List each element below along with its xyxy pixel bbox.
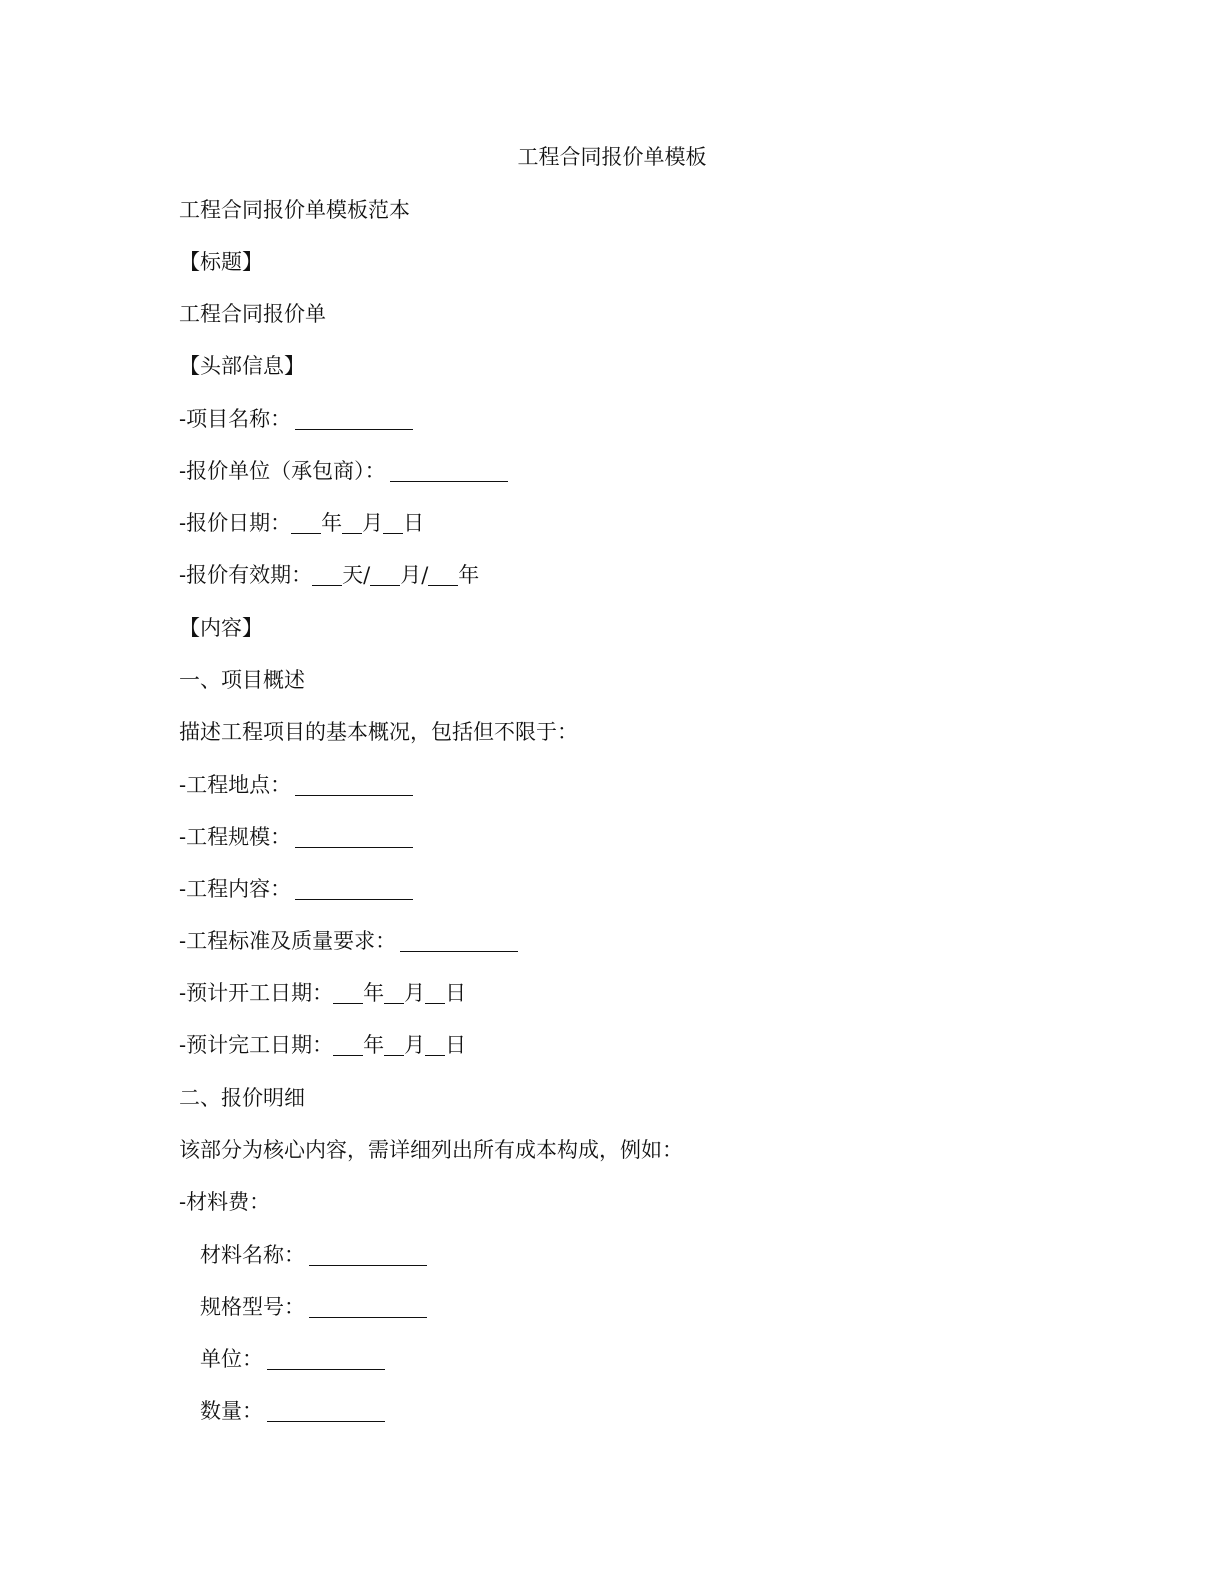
end-date-field <box>179 1029 466 1060</box>
start-date-field <box>179 977 466 1008</box>
document-subtitle: 工程合同报价单模板范本 <box>179 198 410 222</box>
section-title-label: 【标题】 <box>179 250 263 274</box>
quote-unit-blank <box>390 459 508 482</box>
project-name-blank <box>295 407 413 430</box>
material-name-field <box>200 1239 427 1270</box>
quote-date-day-unit: 日 <box>403 511 425 535</box>
start-date-day-blank <box>425 981 445 1004</box>
end-date-month-blank <box>384 1033 404 1056</box>
section1-intro: 描述工程项目的基本概况，包括但不限于： <box>179 720 578 744</box>
quantity-label: 数量： <box>200 1399 263 1423</box>
validity-months-blank <box>370 563 400 586</box>
quote-date-month-blank <box>342 511 362 534</box>
spec-model-label: 规格型号： <box>200 1295 305 1319</box>
spec-model-field <box>200 1291 427 1322</box>
validity-slash-2: / <box>421 563 429 587</box>
unit-blank <box>267 1347 385 1370</box>
scale-field <box>179 821 413 852</box>
quote-date-field <box>179 507 424 538</box>
validity-days-blank <box>312 563 342 586</box>
quote-date-label: -报价日期： <box>179 511 292 535</box>
quote-date-year-unit: 年 <box>321 511 343 535</box>
quantity-blank <box>267 1399 385 1422</box>
document-title: 工程合同报价单模板 <box>517 145 707 169</box>
validity-days-unit: 天 <box>342 563 364 587</box>
validity-field <box>179 559 479 590</box>
header-info-label: 【头部信息】 <box>179 354 305 378</box>
quantity-field <box>200 1395 385 1426</box>
validity-years-unit: 年 <box>458 563 480 587</box>
section2-heading: 二、报价明细 <box>179 1086 305 1110</box>
material-fee-label: -材料费： <box>179 1190 271 1214</box>
section1-heading: 一、项目概述 <box>179 668 305 692</box>
scope-label: -工程内容： <box>179 877 292 901</box>
start-date-label: -预计开工日期： <box>179 981 334 1005</box>
scope-field <box>179 873 413 904</box>
quote-unit-field <box>179 455 508 486</box>
end-date-month-unit: 月 <box>404 1033 426 1057</box>
spec-model-blank <box>309 1295 427 1318</box>
section2-intro: 该部分为核心内容，需详细列出所有成本构成，例如： <box>179 1138 683 1162</box>
end-date-year-unit: 年 <box>363 1033 385 1057</box>
material-name-blank <box>309 1243 427 1266</box>
end-date-day-blank <box>425 1033 445 1056</box>
unit-field <box>200 1343 385 1374</box>
start-date-year-blank <box>333 981 363 1004</box>
start-date-year-unit: 年 <box>363 981 385 1005</box>
end-date-year-blank <box>333 1033 363 1056</box>
scale-blank <box>295 825 413 848</box>
standard-label: -工程标准及质量要求： <box>179 929 397 953</box>
project-name-field <box>179 403 413 434</box>
location-label: -工程地点： <box>179 773 292 797</box>
unit-label: 单位： <box>200 1347 263 1371</box>
end-date-day-unit: 日 <box>445 1033 467 1057</box>
document-name: 工程合同报价单 <box>179 302 326 326</box>
start-date-month-blank <box>384 981 404 1004</box>
scale-label: -工程规模： <box>179 825 292 849</box>
content-label: 【内容】 <box>179 616 263 640</box>
quote-unit-label: -报价单位（承包商）： <box>179 459 386 483</box>
quote-date-year-blank <box>291 511 321 534</box>
end-date-label: -预计完工日期： <box>179 1033 334 1057</box>
start-date-day-unit: 日 <box>445 981 467 1005</box>
location-blank <box>295 773 413 796</box>
quote-date-month-unit: 月 <box>362 511 384 535</box>
validity-months-unit: 月 <box>400 563 422 587</box>
location-field <box>179 769 413 800</box>
start-date-month-unit: 月 <box>404 981 426 1005</box>
project-name-label: -项目名称： <box>179 407 292 431</box>
material-name-label: 材料名称： <box>200 1243 305 1267</box>
scope-blank <box>295 877 413 900</box>
validity-years-blank <box>428 563 458 586</box>
quote-date-day-blank <box>383 511 403 534</box>
standard-field <box>179 925 518 956</box>
standard-blank <box>400 929 518 952</box>
validity-label: -报价有效期： <box>179 563 313 587</box>
validity-slash-1: / <box>363 563 371 587</box>
